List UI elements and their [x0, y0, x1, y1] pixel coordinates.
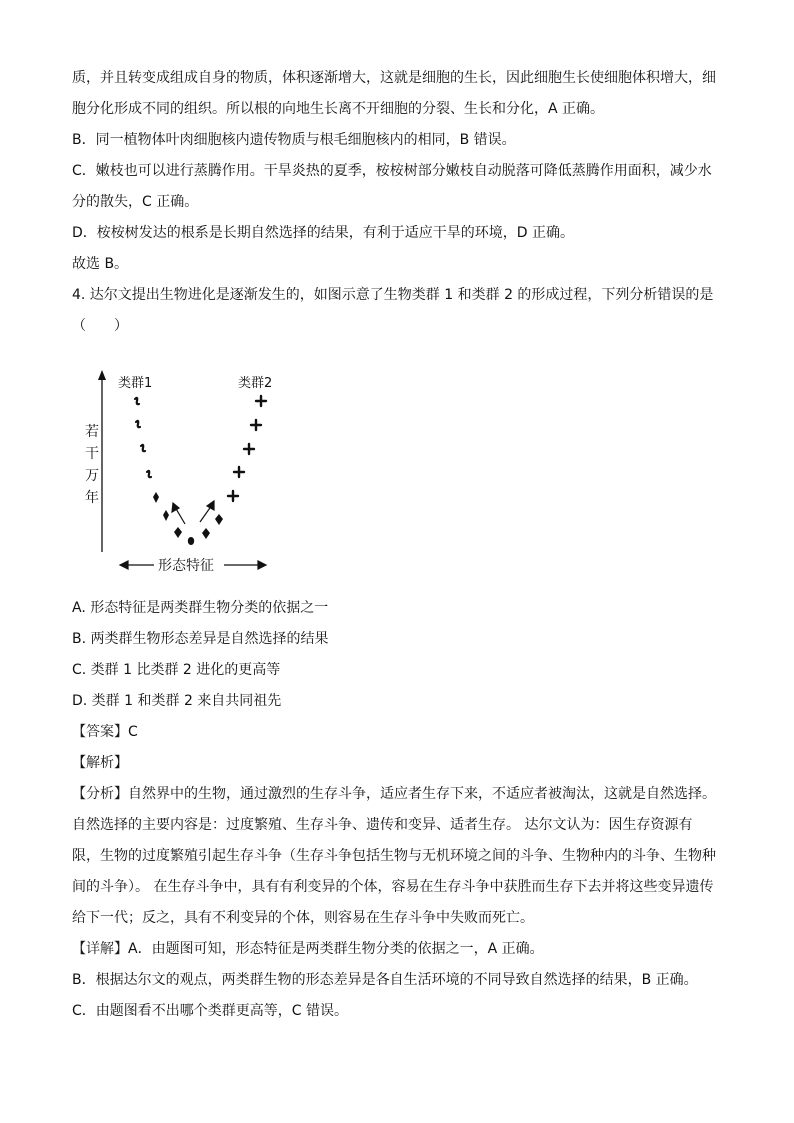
group2-diamonds: [202, 514, 223, 539]
group1-branch: [135, 398, 151, 477]
group1-diamond: [163, 510, 169, 521]
text-line: 质，并且转变成组成自身的物质，体积逐渐增大，这就是细胞的生长，因此细胞生长使细胞体积增大，细: [72, 70, 716, 86]
option-d: D. 类群 1 和类群 2 来自共同祖先: [72, 693, 282, 709]
detail-tag: 【详解】: [72, 941, 128, 957]
group2-plus: [251, 420, 261, 430]
group1-diamonds: [153, 492, 182, 538]
detail-text: B．根据达尔文的观点，两类群生物的形态差异是各自生活环境的不同导致自然选择的结果，B 正确。: [72, 972, 698, 988]
group2-branch: [228, 396, 266, 501]
group1-squiggle: [141, 445, 145, 451]
group1-squiggle: [135, 398, 139, 404]
branch-arrows: [172, 501, 214, 524]
group2-diamond: [202, 528, 210, 539]
group1-squiggle: [136, 421, 140, 427]
group1-label: 类群1: [118, 376, 153, 391]
group1-diamond: [174, 527, 182, 538]
y-axis-label-2: 干: [85, 446, 99, 462]
detail-text: C．由题图看不出哪个类群更高等，C 错误。: [72, 1003, 348, 1019]
analysis-tag: 【分析】: [72, 786, 128, 802]
answer-value: C: [128, 724, 138, 740]
group2-label: 类群2: [238, 376, 273, 391]
conclusion: 故选 B。: [72, 256, 129, 272]
analysis-text: 限，生物的过度繁殖引起生存斗争（生存斗争包括生物与无机环境之间的斗争、生物种内的斗争、生物种: [72, 848, 716, 864]
detail-text: A．由题图可知，形态特征是两类群生物分类的依据之一，A 正确。: [128, 941, 544, 957]
y-axis-label-3: 万: [85, 468, 99, 484]
analysis-heading: 【解析】: [72, 755, 128, 771]
y-axis-label-1: 若: [85, 424, 99, 440]
group2-plus: [228, 491, 238, 501]
group1-squiggle: [147, 471, 151, 477]
x-axis-right-arrow: [258, 561, 266, 569]
analysis-text: 给下一代；反之，具有不利变异的个体，则容易在生存斗争中失败而死亡。: [72, 910, 534, 926]
analysis-text: 自然选择的主要内容是：过度繁殖、生存斗争、遗传和变异、适者生存。 达尔文认为：因生存资源有: [72, 817, 693, 833]
option-b-explanation: B．同一植物体叶肉细胞核内遗传物质与根毛细胞核内的相同，B 错误。: [72, 132, 516, 148]
detail-line: [72, 939, 544, 959]
group2-plus: [256, 396, 266, 406]
common-ancestor-dot: [188, 537, 194, 545]
group1-diamond: [153, 492, 159, 503]
answer-tag: 【答案】: [72, 724, 128, 740]
option-a: A. 形态特征是两类群生物分类的依据之一: [72, 600, 329, 616]
text-line: 胞分化形成不同的组织。所以根的向地生长离不开细胞的分裂、生长和分化，A 正确。: [72, 101, 605, 117]
analysis-line: [72, 784, 716, 804]
text-line: 分的散失，C 正确。: [72, 194, 199, 210]
x-axis-label: 形态特征: [158, 558, 214, 574]
option-d-explanation: D．桉桉树发达的根系是长期自然选择的结果，有利于适应干旱的环境，D 正确。: [72, 225, 575, 241]
group2-plus: [244, 444, 254, 454]
option-c-explanation: C．嫩枝也可以进行蒸腾作用。干旱炎热的夏季，桉桉树部分嫩枝自动脱落可降低蒸腾作用面积，减少水: [72, 163, 712, 179]
option-c: C. 类群 1 比类群 2 进化的更高等: [72, 662, 281, 678]
analysis-text: 自然界中的生物，通过激烈的生存斗争，适应者生存下来，不适应者被淘汰，这就是自然选择。: [128, 786, 716, 802]
analysis-text: 间的斗争）。 在生存斗争中，具有有利变异的个体，容易在生存斗争中获胜而生存下去并将这些变异遗传: [72, 879, 714, 895]
group2-diamond: [215, 514, 223, 525]
answer-bracket: （ ）: [72, 318, 128, 334]
y-axis-label-4: 年: [85, 490, 99, 506]
y-axis-arrow: [98, 370, 106, 380]
answer-line: [72, 722, 138, 742]
question-4-stem: 4. 达尔文提出生物进化是逐渐发生的，如图示意了生物类群 1 和类群 2 的形成过程，下列分析错误的是: [72, 287, 714, 303]
x-axis-left-arrow: [120, 561, 128, 569]
evolution-diagram: [80, 362, 300, 582]
option-b: B. 两类群生物形态差异是自然选择的结果: [72, 631, 329, 647]
group2-plus: [234, 467, 244, 477]
